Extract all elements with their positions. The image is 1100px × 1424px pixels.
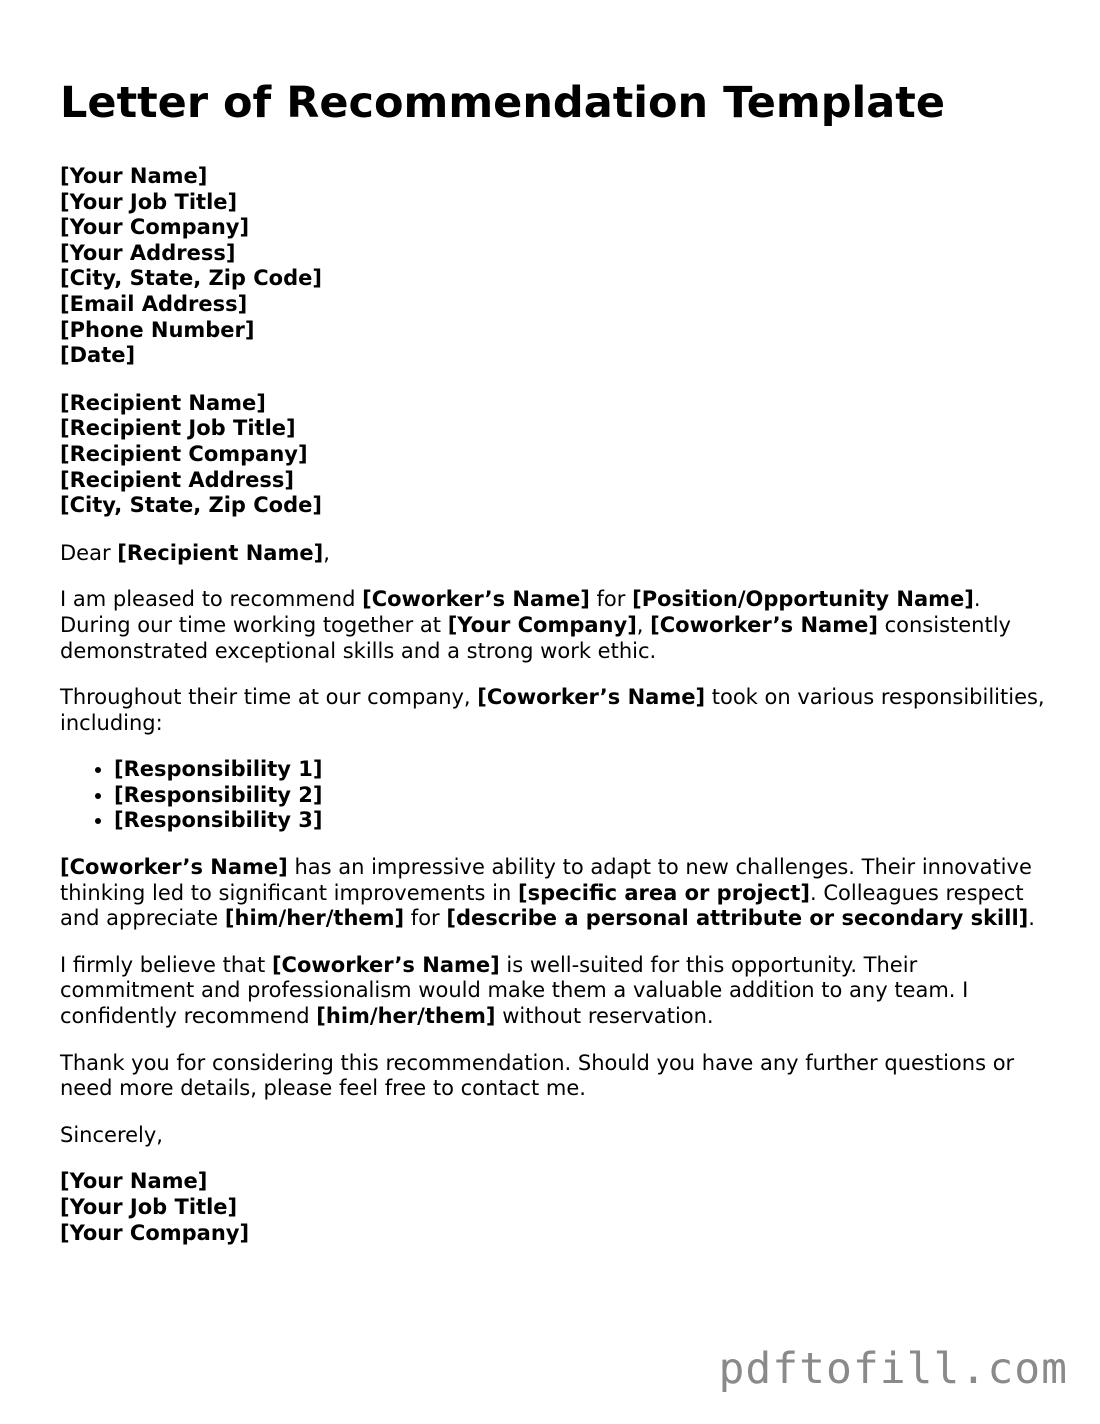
paragraph-thank-you: Thank you for considering this recommendation. Should you have any further questions or need more details, please feel free to contact me. <box>60 1050 1015 1101</box>
recipient-job-title: [Recipient Job Title] <box>60 416 296 441</box>
letter-page <box>60 76 1050 1268</box>
text-run: . <box>1028 906 1035 931</box>
paragraph-introduction <box>60 587 1050 664</box>
text-run: took on various responsibilities, including: <box>60 685 1045 735</box>
sender-company: [Your Company] <box>60 215 250 240</box>
paragraph-endorsement <box>60 953 1050 1030</box>
text-run: is well-suited for this opportunity. Their commitment and professionalism would make them a valuable addition to any team. I confidently recommend <box>60 952 969 1029</box>
text-run: for <box>589 587 633 612</box>
sender-address-block <box>60 164 1050 369</box>
salutation-suffix: , <box>323 540 330 565</box>
recipient-company: [Recipient Company] <box>60 441 308 466</box>
placeholder-coworker-name: [Coworker’s Name] <box>60 855 288 880</box>
placeholder-your-company: [Your Company] <box>447 612 637 637</box>
salutation-name: [Recipient Name] <box>117 540 324 565</box>
text-run: I am pleased to recommend <box>60 587 363 612</box>
text-run: I firmly believe that <box>60 952 272 977</box>
text-run: consistently demonstrated exceptional skills and a strong work ethic. <box>60 612 1011 663</box>
sender-job-title: [Your Job Title] <box>60 189 238 214</box>
placeholder-personal-attribute: [describe a personal attribute or secondary skill] <box>446 906 1029 931</box>
text-run: , <box>636 612 651 637</box>
text-run: . During our time working together at <box>60 587 981 637</box>
list-item: • [Responsibility 1] <box>114 757 1050 783</box>
list-item: • [Responsibility 3] <box>114 808 1050 834</box>
placeholder-specific-area: [specific area or project] <box>517 880 811 905</box>
placeholder-coworker-name: [Coworker’s Name] <box>650 612 878 637</box>
closing: Sincerely, <box>60 1122 163 1147</box>
recipient-city-state-zip: [City, State, Zip Code] <box>60 493 322 518</box>
watermark-text: pdftofill.com <box>718 1344 1068 1394</box>
responsibilities-list <box>60 757 1050 834</box>
placeholder-coworker-name: [Coworker’s Name] <box>362 587 590 612</box>
placeholder-coworker-name: [Coworker’s Name] <box>271 952 500 977</box>
sender-name: [Your Name] <box>60 164 208 188</box>
sender-address: [Your Address] <box>60 240 236 265</box>
letter-date: [Date] <box>60 343 136 368</box>
signature-name: [Your Name] <box>60 1169 208 1194</box>
text-run: has an impressive ability to adapt to new challenges. Their innovative thinking led to significant improvements in <box>60 855 1032 905</box>
text-run: Throughout their time at our company, <box>60 685 478 710</box>
recipient-address: [Recipient Address] <box>60 467 294 492</box>
text-run: for <box>404 906 447 931</box>
text-run: without reservation. <box>495 1004 714 1029</box>
signature-company: [Your Company] <box>60 1220 250 1245</box>
recipient-address-block <box>60 391 1050 519</box>
salutation-prefix: Dear <box>60 540 118 565</box>
placeholder-coworker-name: [Coworker’s Name] <box>477 685 706 710</box>
text-run: . Colleagues respect and appreciate <box>60 880 1024 931</box>
paragraph-abilities <box>60 855 1050 932</box>
placeholder-position-name: [Position/Opportunity Name] <box>632 587 974 612</box>
sender-email: [Email Address] <box>60 291 248 316</box>
salutation <box>60 541 1050 567</box>
document-title: Letter of Recommendation Template <box>60 78 945 128</box>
sender-phone: [Phone Number] <box>60 317 255 342</box>
signature-job-title: [Your Job Title] <box>60 1195 238 1219</box>
placeholder-pronoun: [him/her/them] <box>224 906 405 931</box>
sender-city-state-zip: [City, State, Zip Code] <box>60 266 322 291</box>
signature-block <box>60 1169 1050 1246</box>
placeholder-pronoun: [him/her/them] <box>316 1004 496 1029</box>
paragraph-responsibilities-intro <box>60 685 1050 736</box>
list-item: • [Responsibility 2] <box>114 783 1050 809</box>
recipient-name: [Recipient Name] <box>60 390 266 415</box>
